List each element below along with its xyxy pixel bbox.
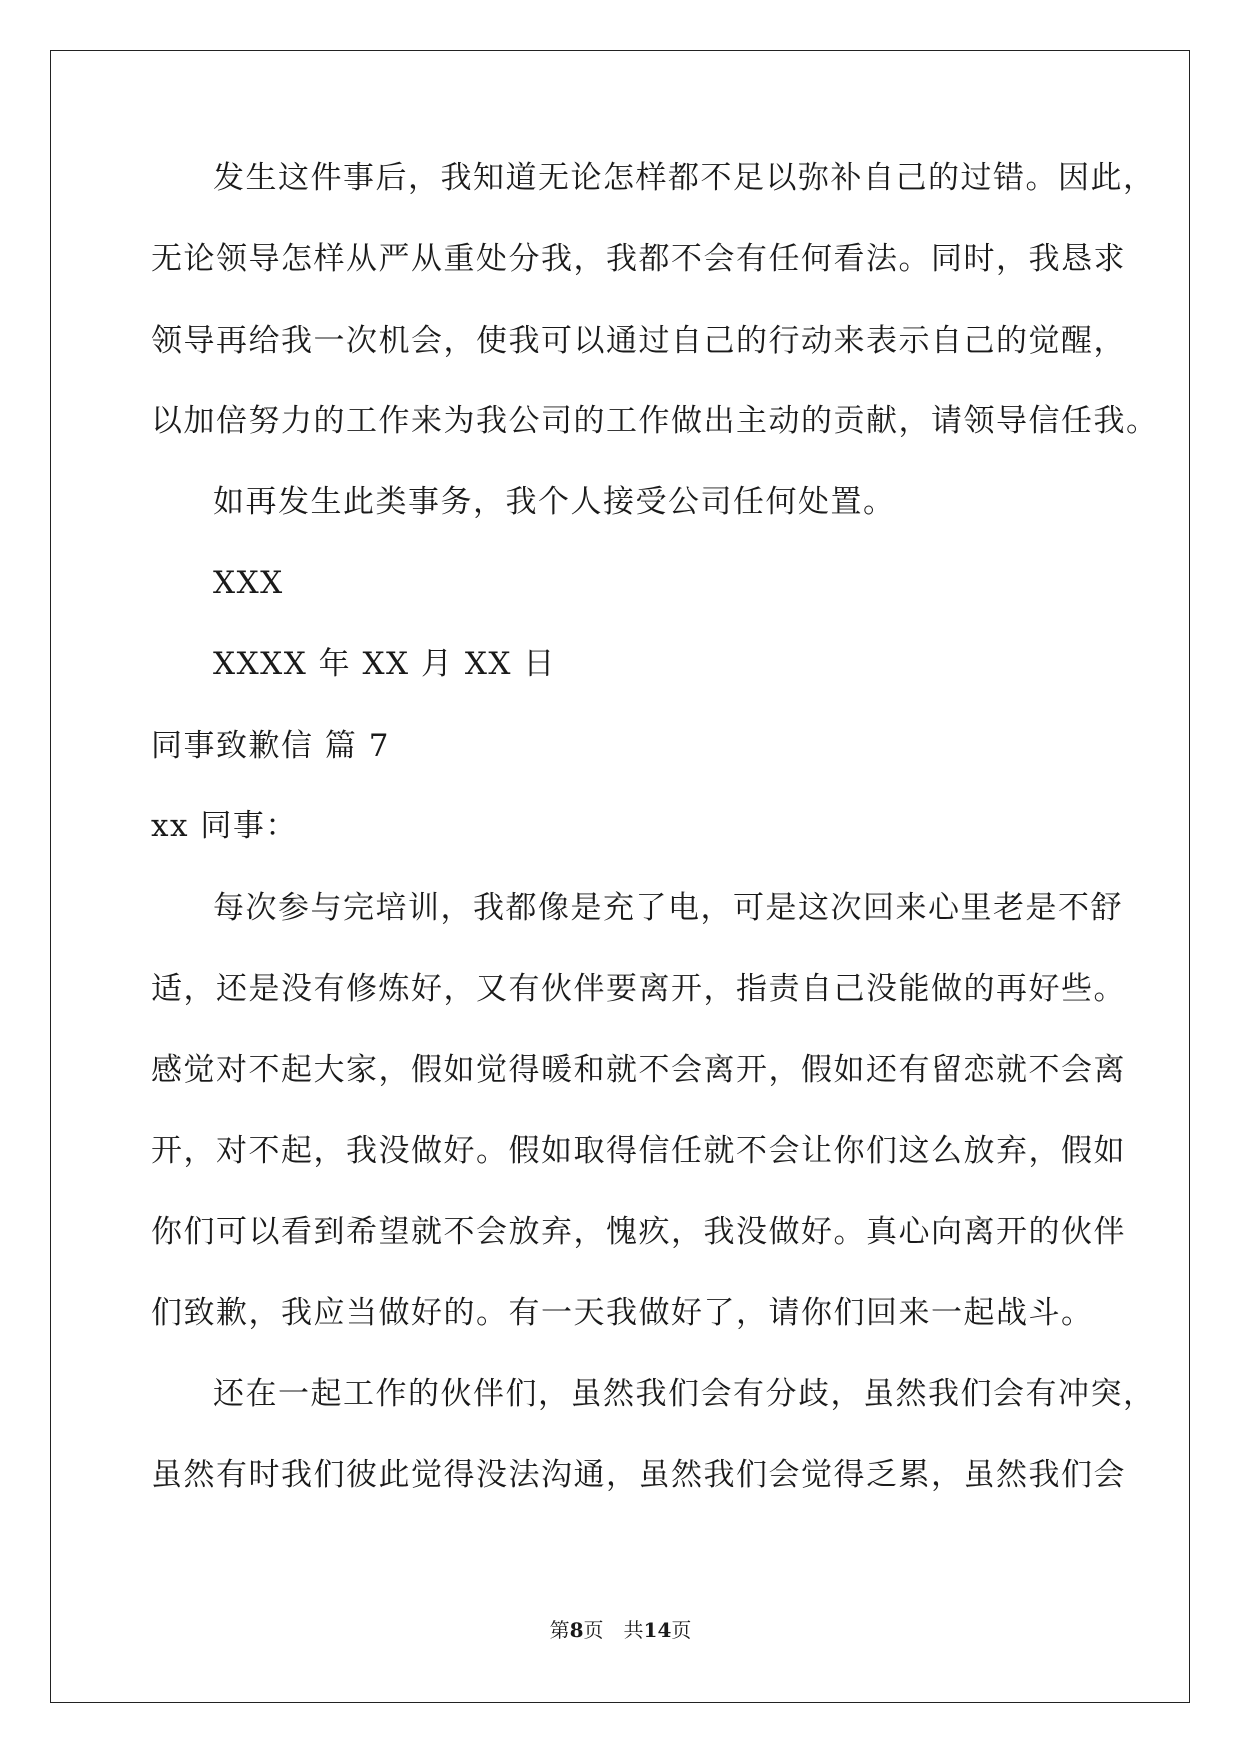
footer-suffix: 页 [671, 1618, 692, 1642]
page-footer [0, 1617, 1241, 1643]
text-line: 还在一起工作的伙伴们，虽然我们会有分歧，虽然我们会有冲突， [213, 1376, 1156, 1412]
section-heading: 同事致歉信 篇 7 [151, 728, 390, 764]
text-line: 以加倍努力的工作来为我公司的工作做出主动的贡献，请领导信任我。 [151, 403, 1159, 439]
text-line: 如再发生此类事务，我个人接受公司任何处置。 [213, 484, 896, 520]
text-line: 每次参与完培训，我都像是充了电，可是这次回来心里老是不舒 [213, 890, 1123, 926]
text-line: 适，还是没有修炼好，又有伙伴要离开，指责自己没能做的再好些。 [151, 971, 1126, 1007]
footer-prefix: 第 [549, 1618, 570, 1642]
text-line: 虽然有时我们彼此觉得没法沟通，虽然我们会觉得乏累，虽然我们会 [151, 1457, 1126, 1493]
current-page-number: 8 [569, 1618, 584, 1642]
text-line: 感觉对不起大家，假如觉得暖和就不会离开，假如还有留恋就不会离 [151, 1052, 1126, 1088]
text-line: 开，对不起，我没做好。假如取得信任就不会让你们这么放弃，假如 [151, 1133, 1126, 1169]
text-line: 发生这件事后，我知道无论怎样都不足以弥补自己的过错。因此， [213, 160, 1156, 196]
text-line: 领导再给我一次机会，使我可以通过自己的行动来表示自己的觉醒， [151, 323, 1126, 359]
salutation: xx 同事： [151, 808, 298, 844]
total-page-count: 14 [643, 1618, 672, 1642]
text-line: 你们可以看到希望就不会放弃，愧疚，我没做好。真心向离开的伙伴 [151, 1214, 1126, 1250]
signature-name: XXX [213, 565, 284, 601]
signature-date: XXXX 年 XX 月 XX 日 [213, 646, 556, 682]
text-line: 们致歉，我应当做好的。有一天我做好了，请你们回来一起战斗。 [151, 1295, 1094, 1331]
footer-middle: 页 共 [583, 1618, 644, 1642]
text-line: 无论领导怎样从严从重处分我，我都不会有任何看法。同时，我恳求 [151, 241, 1126, 277]
